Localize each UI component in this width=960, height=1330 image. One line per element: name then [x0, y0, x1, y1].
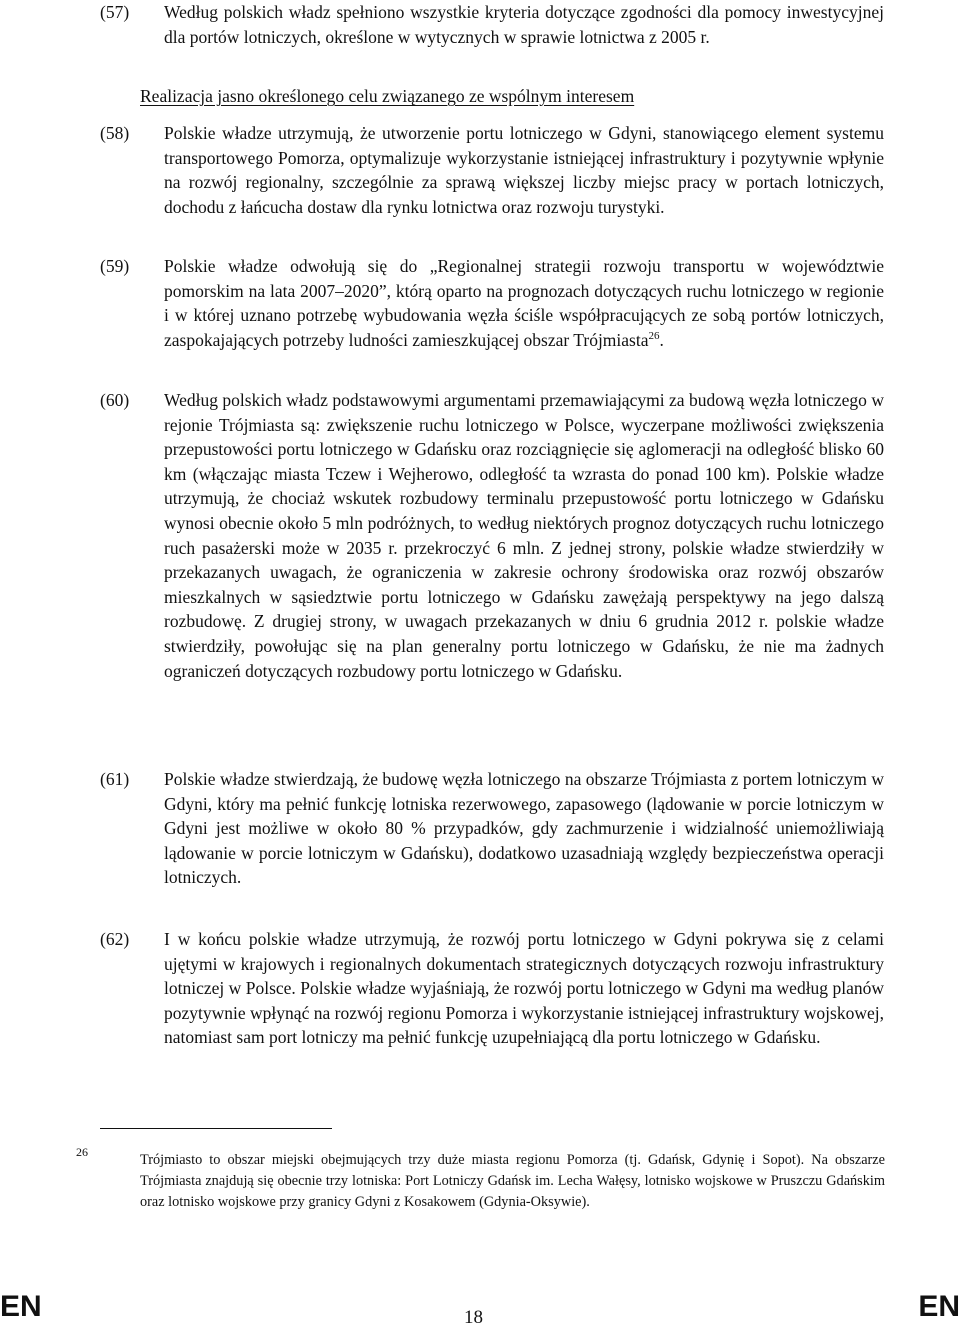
paragraph-number: (62) — [100, 929, 130, 949]
page-number: 18 — [464, 1307, 483, 1328]
paragraph-number: (61) — [100, 769, 130, 789]
section-heading: Realizacja jasno określonego celu związanego ze wspólnym interesem — [140, 86, 635, 106]
paragraph-61 — [100, 767, 890, 890]
paragraph-text: Polskie władze odwołują się do „Regionalnej strategii rozwoju transportu w województwie pomorskim na lata 2007–2020”, którą oparto na prognozach dotyczących ruchu lotniczego w regionie i w której uznano potrzebę wybudowania węzła ściśle współpracujących ze sobą portów lotniczych, zaspokajających potrzeby ludności zamieszkującej obszar Trójmiasta — [164, 256, 884, 350]
paragraph-number: (57) — [100, 2, 130, 22]
paragraph-number: (58) — [100, 123, 130, 143]
footnote-reference[interactable]: 26 — [648, 329, 660, 342]
paragraph-62 — [100, 927, 890, 1050]
footnote-separator — [100, 1128, 332, 1129]
paragraph-text-end: . — [659, 329, 664, 350]
footnote-text: Trójmiasto to obszar miejski obejmujących trzy duże miasta regionu Pomorza (tj. Gdańsk, Gdynię i Sopot). Na obszarze Trójmiasta znajdują się obecnie trzy lotniska: Port Lotniczy Gdańsk im. Lecha Wałęsy, lotnisko wojskowe w Pruszczu Gdańskim oraz lotnisko wojskowe przy granicy Gdyni z Kosakowem (Gdynia-Oksywie). — [140, 1152, 885, 1210]
paragraph-text: Według polskich władz podstawowymi argumentami przemawiającymi za budową węzła lotniczego w rejonie Trójmiasta są: zwiększenie ruchu lotniczego w Polsce, wyczerpane możliwości zwiększenia przepustowości portu lotniczego w Gdańsku oraz rozciągnięcie się aglomeracji na odległość blisko 60 km (włączając miasta Tczew i Wejherowo, odległość ta wzrasta do ponad 100 km). Polskie władze utrzymują, że chociaż wskutek rozbudowy terminalu przepustowość portu lotniczego w Gdańsku wynosi obecnie około 5 mln podróżnych, to według niektórych prognoz dotyczących ruchu lotniczego ruch pasażerski może w 2035 r. przekroczyć 6 mln. Z jednej strony, polskie władze stwierdziły w przekazanych uwagach, że ograniczenia w zakresie ochrony środowiska oraz rozwój obszarów mieszkalnych w sąsiedztwie portu lotniczego w Gdańsku zawężają perspektywy na jego dalszą rozbudowę. Z drugiej strony, w uwagach przekazanych w dniu 6 grudnia 2012 r. polskie władze stwierdziły, powołując się na plan generalny portu lotniczego w Gdańsku, że nie ma żadnych ograniczeń dotyczących rozbudowy portu lotniczego w Gdańsku. — [164, 390, 884, 681]
paragraph-text: Polskie władze stwierdzają, że budowę węzła lotniczego na obszarze Trójmiasta z portem lotniczym w Gdyni, który ma pełnić funkcję lotniska rezerwowego, zapasowego (lądowanie w porcie lotniczym w Gdyni jest możliwe w około 80 % przypadków, gdy zachmurzenie i widzialność uniemożliwiają lądowanie w porcie lotniczym w Gdańsku), dodatkowo uzasadniają względy bezpieczeństwa operacji lotniczych. — [164, 769, 884, 888]
paragraph-text: Według polskich władz spełniono wszystkie kryteria dotyczące zgodności dla pomocy inwestycyjnej dla portów lotniczych, określone w wytycznych w sprawie lotnictwa z 2005 r. — [164, 2, 884, 47]
paragraph-number: (60) — [100, 390, 130, 410]
paragraph-text: Polskie władze utrzymują, że utworzenie portu lotniczego w Gdyni, stanowiącego element systemu transportowego Pomorza, optymalizuje wykorzystanie istniejącej infrastruktury i pozytywnie wpłynie na rozwój regionalny, szczególnie za sprawą większej liczby miejsc pracy w portach lotniczych, dochodu z łańcucha dostaw dla rynku lotnictwa oraz rozwoju turystyki. — [164, 123, 884, 217]
paragraph-57 — [100, 0, 890, 49]
paragraph-text-container — [164, 254, 884, 352]
language-code-left: EN — [0, 1290, 42, 1323]
paragraph-58 — [100, 121, 890, 219]
footnote-number: 26 — [76, 1145, 88, 1159]
paragraph-text: I w końcu polskie władze utrzymują, że rozwój portu lotniczego w Gdyni pokrywa się z celami ujętymi w krajowych i regionalnych dokumentach strategicznych dotyczących rozwoju infrastruktury lotniczej w Polsce. Polskie władze wyjaśniają, że rozwój portu lotniczego w Gdyni ma według planów pozytywnie wpłynąć na rozwój regionu Pomorza i wykorzystanie istniejącej infrastruktury wojskowej, natomiast sam port lotniczy ma pełnić funkcję uzupełniającą dla portu lotniczego w Gdańsku. — [164, 929, 884, 1048]
paragraph-number: (59) — [100, 256, 130, 276]
paragraph-59 — [100, 254, 890, 352]
language-code-right: EN — [918, 1290, 960, 1323]
paragraph-60 — [100, 388, 890, 683]
